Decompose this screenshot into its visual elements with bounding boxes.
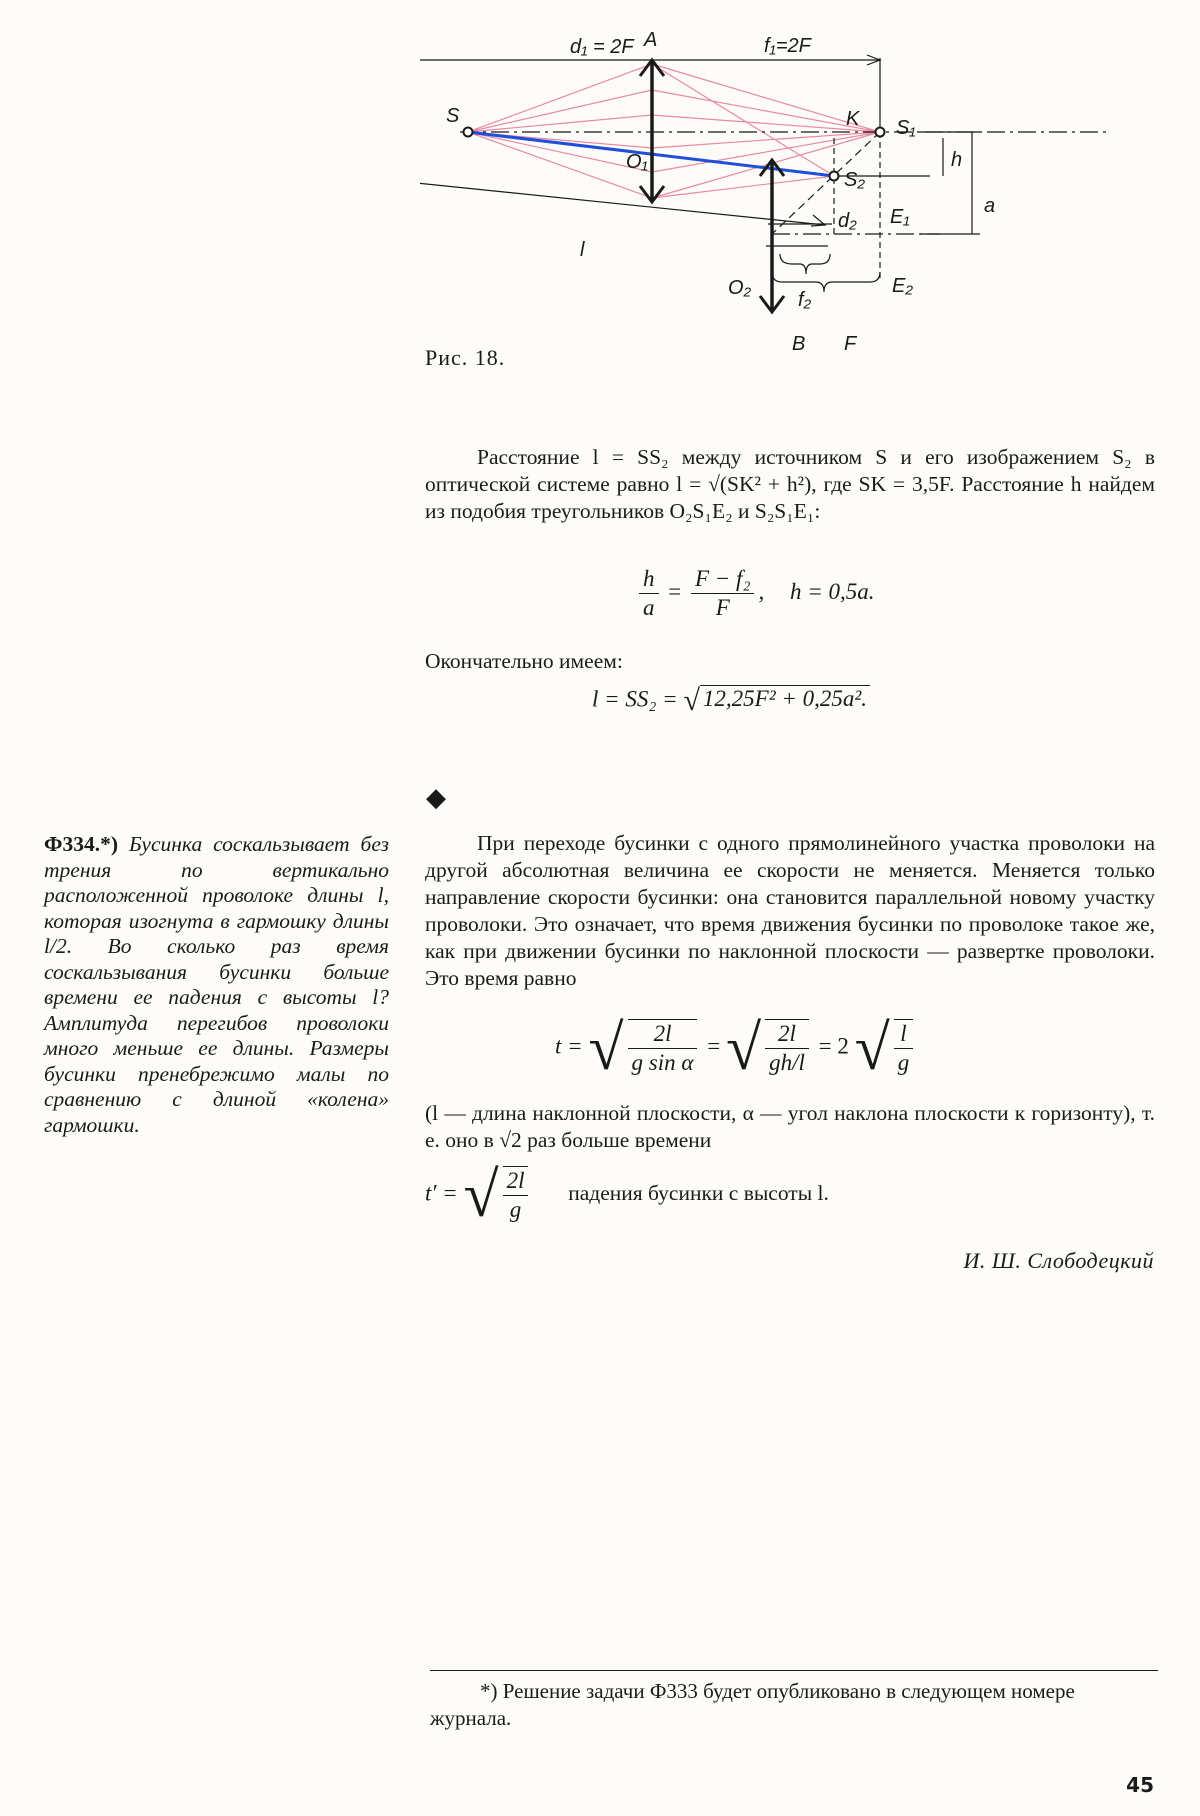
optics-figure — [420, 20, 1160, 370]
eq2-lhs: l = SS₂ = — [592, 686, 678, 712]
eq1-fraction-lhs: $\frac{h}{a}$ — [639, 565, 659, 622]
page-number: 45 — [1126, 1773, 1154, 1797]
equation-fall-time: t′ = √ $\frac{2l}{g}$ падения бусинки с высоты l. — [425, 1159, 829, 1230]
point-s — [464, 128, 473, 137]
solution-paragraph-1 — [425, 444, 1155, 525]
footnote-rule — [430, 1670, 1158, 1671]
label-s: S — [446, 105, 460, 127]
footnote: *) Решение задачи Ф333 будет опубликовано в следующем номере журнала. — [430, 1679, 1075, 1730]
equation-time: t = √ $\frac{2l}{\text{g sin α}}$ = √ $\frac{2l}{gh/l}$ = 2 √ $\frac{l}{g}$ — [555, 1018, 917, 1078]
eq3-fraction-2: $\frac{2l}{gh/l}$ — [765, 1019, 809, 1077]
label-k: K — [846, 108, 860, 130]
solution-paragraph-4 — [425, 1100, 1155, 1154]
problem-text: Бусинка соскальзывает без трения по вертикально расположенной проволоке длины l, которая изогнута в гармошку длины l/2. Во сколько раз время соскальзывания бусинки больше времени ее падения с высоты l? Амплитуда перегибов проволоки много меньше ее длины. Размеры бусинки пренебрежимо малы по сравнению с длиной «колена» гармошки. — [44, 832, 390, 1137]
construction-lines — [420, 55, 980, 292]
solution-text-4: (l — длина наклонной плоскости, α — угол наклона плоскости к горизонту), т. е. оно в √2 раз больше времени — [425, 1101, 1155, 1152]
label-s2: S₂ — [844, 169, 865, 191]
solution-paragraph-3 — [425, 830, 1155, 992]
problem-number: Ф334.*) — [44, 832, 119, 856]
eq1-fraction-rhs: $\frac{\text{F − f₂}}{F}$ — [691, 565, 754, 622]
label-d2: d₂ — [838, 210, 857, 232]
light-rays — [468, 64, 880, 198]
eq1-result: h = 0,5a. — [789, 578, 875, 604]
eq3-fraction-1: $\frac{2l}{\text{g sin α}}$ — [628, 1019, 698, 1077]
solution-text-3: При переходе бусинки с одного прямолинейного участка проволоки на другой абсолютная величина ее скорости не меняется. Меняется только направление скорости бусинки: она становится параллельной новому участку проволоки. Это означает, что время движения бусинки по проволоке такое же, как при движении бусинки по наклонной плоскости — развертке проволоки. Это время равно — [425, 831, 1155, 990]
solution-text-1: Расстояние l = SS₂ между источником S и его изображением S₂ в оптической системе равно l = √(SK² + h²), где SK = 3,5F. Расстояние h найдем из подобия треугольников O₂S₁E₂ и S₂S₁E₁: — [425, 445, 1155, 523]
author-signature: И. Ш. Слободецкий — [963, 1248, 1154, 1273]
label-a-lens: A — [644, 29, 658, 51]
figure-labels — [446, 29, 995, 355]
label-e1: E₁ — [890, 206, 910, 228]
equation-similarity: $\frac{h}{a}$ = $\frac{\text{F − f₂}}{F}$ , h = 0,5a. — [635, 565, 874, 622]
section-diamond: ◆ — [426, 783, 446, 812]
eq3-t: t = — [555, 1033, 583, 1059]
label-f: F — [844, 333, 857, 355]
point-s2 — [830, 172, 839, 181]
label-h: h — [951, 149, 963, 171]
label-o1: O₁ — [626, 151, 648, 173]
eq2-radicand: 12,25F² + 0,25a². — [700, 685, 870, 712]
equation-final: l = SS₂ = √ 12,25F² + 0,25a². — [592, 684, 870, 718]
label-b: B — [792, 333, 806, 355]
eq4-tail: падения бусинки с высоты l. — [568, 1181, 829, 1206]
label-d1: d₁ = 2F — [570, 36, 634, 58]
figure-caption: Рис. 18. — [425, 345, 506, 370]
point-s1 — [876, 128, 885, 137]
label-f1: f₁=2F — [764, 35, 811, 57]
label-o2: O₂ — [728, 277, 752, 299]
eq4-t: t′ = — [425, 1180, 458, 1206]
label-a-dim: a — [984, 195, 996, 217]
problem-statement — [44, 832, 389, 1138]
solution-paragraph-2 — [425, 648, 1155, 675]
label-l: l — [580, 239, 585, 261]
label-f2: f₂ — [798, 289, 812, 311]
label-e2: E₂ — [892, 275, 913, 297]
eq4-fraction: $\frac{2l}{g}$ — [503, 1166, 529, 1224]
eq3-fraction-3: $\frac{l}{g}$ — [894, 1019, 914, 1077]
label-s1: S₁ — [896, 117, 916, 139]
solution-text-2: Окончательно имеем: — [425, 649, 623, 673]
